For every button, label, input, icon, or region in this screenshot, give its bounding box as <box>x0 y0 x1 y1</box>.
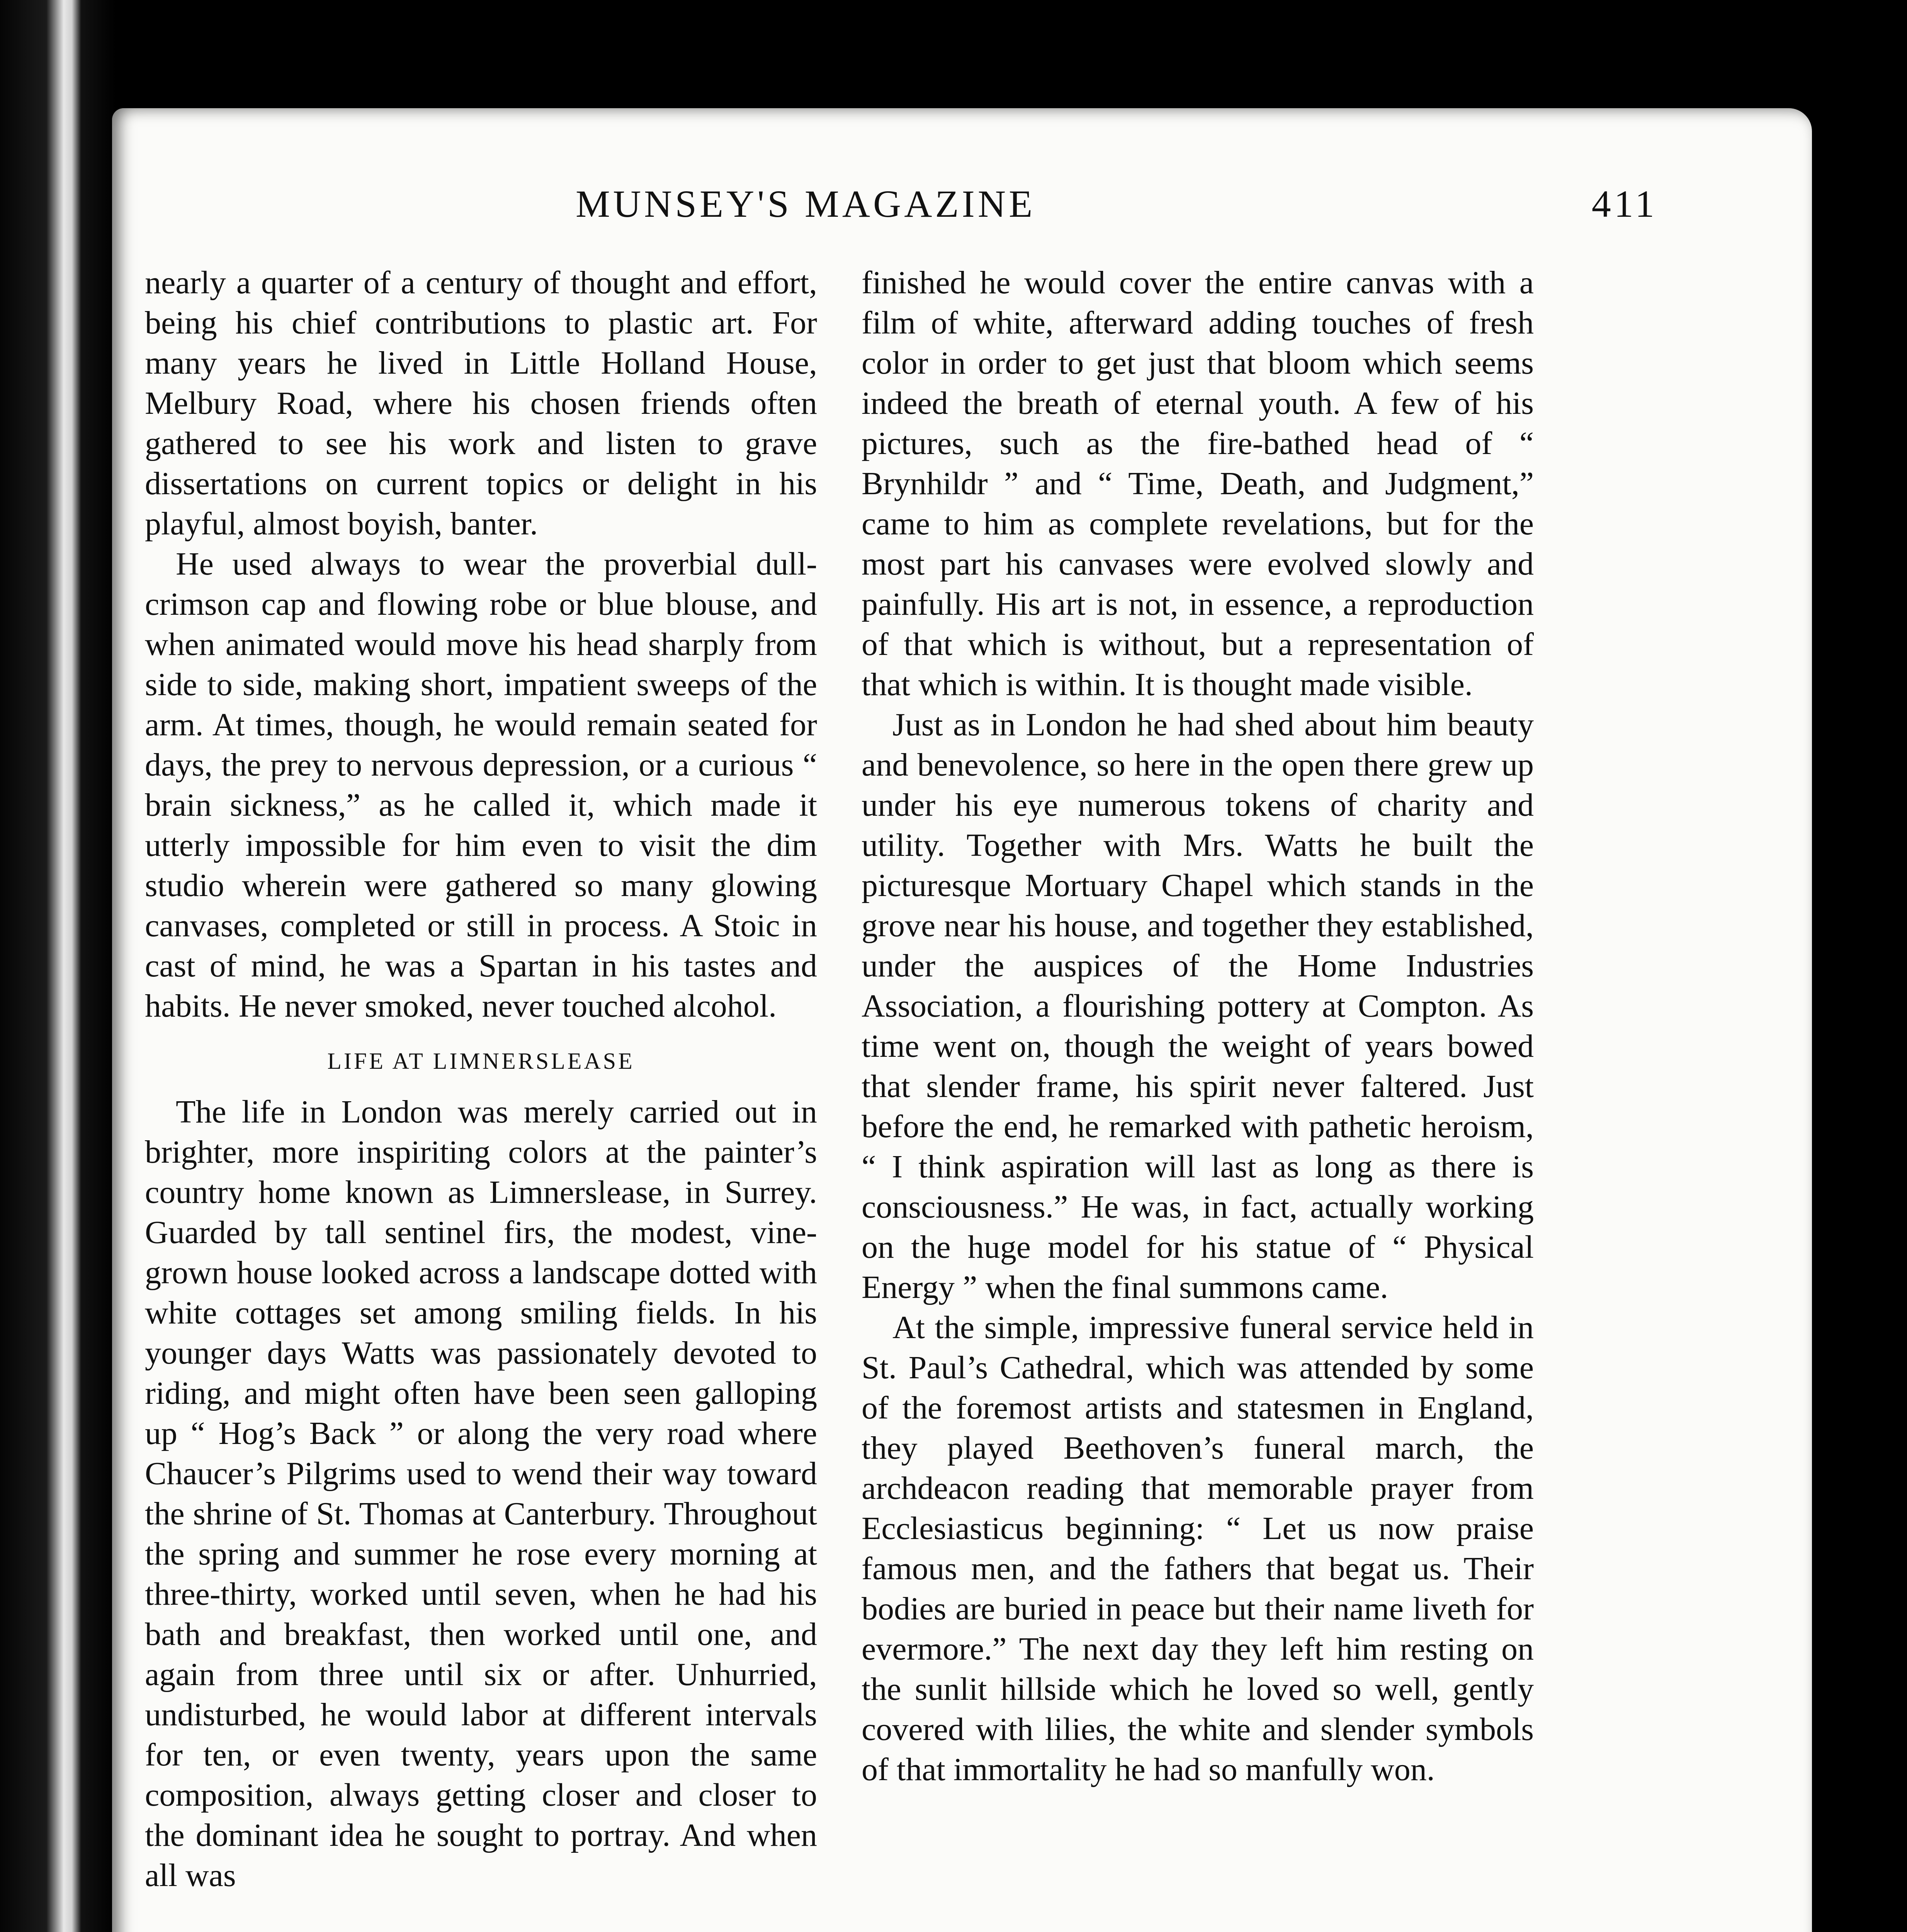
running-header <box>576 182 1657 236</box>
facing-page-edge <box>0 0 116 1932</box>
right-column <box>862 263 1534 1790</box>
right-paragraph-1: finished he would cover the entire canvas with a film of white, afterward adding touches of fresh color in order to get just that bloom which seems indeed the breath of eternal youth. A few of his pictures, such as the fire-bathed head of “ Brynhildr ” and “ Time, Death, and Judgment,” came to him as complete revelations, but for the most part his canvases were evolved slowly and painfully. His art is not, in essence, a reproduction of that which is without, but a representation of that which is within. It is thought made visible. <box>862 265 1534 702</box>
right-paragraph-3: At the simple, impressive funeral service held in St. Paul’s Cathedral, which was attended by some of the foremost artists and statesmen in England, they played Beethoven’s funeral march, the archdeacon reading that memorable prayer from Ecclesiasticus beginning: “ Let us now praise famous men, and the fathers that begat us. Their bodies are buried in peace but their name liveth for evermore.” The next day they left him resting on the sunlit hillside which he loved so well, gently covered with lilies, the white and slender symbols of that immortality he had so manfully won. <box>862 1310 1534 1787</box>
right-paragraph-2: Just as in London he had shed about him beauty and benevolence, so here in the open there grew up under his eye numerous tokens of charity and utility. Together with Mrs. Watts he built the picturesque Mortuary Chapel which stands in the grove near his house, and together they established, under the auspices of the Home Industries Association, a flourishing pottery at Compton. As time went on, though the weight of years bowed that slender frame, his spirit never faltered. Just before the end, he remarked with pathetic heroism, “ I think aspiration will last as long as there is consciousness.” He was, in fact, actually working on the huge model for his statue of “ Physical Energy ” when the final summons came. <box>862 707 1534 1305</box>
left-paragraph-3: The life in London was merely carried out in brighter, more inspiriting colors at the painter’s country home known as Limnerslease, in Surrey. Guarded by tall sentinel firs, the modest, vine-grown house looked across a landscape dotted with white cottages set among smiling fields. In his younger days Watts was passionately devoted to riding, and might often have been seen galloping up “ Hog’s Back ” or along the very road where Chaucer’s Pilgrims used to wend their way toward the shrine of St. Thomas at Canterbury. Throughout the spring and summer he rose every morning at three-thirty, worked until seven, when he had his bath and breakfast, then worked until one, and again from three until six or after. Unhurried, undisturbed, he would labor at different intervals for ten, or even twenty, years upon the same composition, always getting closer and closer to the dominant idea he sought to portray. And when all was <box>145 1094 817 1893</box>
page-number: 411 <box>1591 182 1657 225</box>
section-subheading: LIFE AT LIMNERSLEASE <box>327 1048 635 1074</box>
left-paragraph-2: He used always to wear the proverbial dull-crimson cap and flowing robe or blue blouse, and when animated would move his head sharply from side to side, making short, impatient sweeps of the arm. At times, though, he would remain seated for days, the prey to nervous depression, or a curious “ brain sickness,” as he called it, which made it utterly impossible for him even to visit the dim studio wherein were gathered so many glowing canvases, completed or still in process. A Stoic in cast of mind, he was a Spartan in his tastes and habits. He never smoked, never touched alcohol. <box>145 546 817 1024</box>
left-column <box>145 263 817 1896</box>
magazine-title: MUNSEY'S MAGAZINE <box>576 182 1036 225</box>
left-paragraph-1: nearly a quarter of a century of thought and effort, being his chief contributions to plastic art. For many years he lived in Little Holland House, Melbury Road, where his chosen friends often gathered to see his work and listen to grave dissertations on current topics or delight in his playful, almost boyish, banter. <box>145 265 817 542</box>
